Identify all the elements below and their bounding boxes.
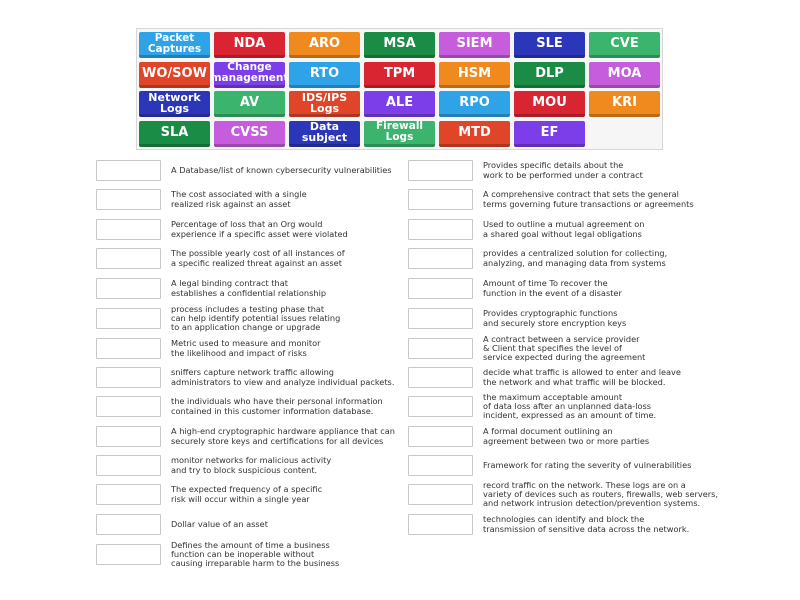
match-description: A formal document outlining an agreement between two or more parties — [483, 426, 650, 446]
drop-slot[interactable] — [96, 189, 161, 210]
answer-tile[interactable]: WO/SOW — [139, 62, 210, 88]
drop-slot[interactable] — [408, 338, 473, 359]
drop-slot[interactable] — [408, 278, 473, 299]
answer-tile[interactable]: IDS/IPS Logs — [289, 91, 360, 117]
drop-slot[interactable] — [408, 219, 473, 240]
match-description: technologies can identify and block the transmission of sensitive data across the network. — [483, 514, 690, 534]
drop-slot[interactable] — [96, 396, 161, 417]
answer-tile[interactable]: Firewall Logs — [364, 121, 435, 147]
answer-tile[interactable]: Data subject — [289, 121, 360, 147]
match-description: Amount of time To recover the function in the event of a disaster — [483, 278, 622, 298]
answer-tile[interactable]: ARO — [289, 32, 360, 58]
drop-slot[interactable] — [408, 514, 473, 535]
answer-tile[interactable]: SLE — [514, 32, 585, 58]
drop-slot[interactable] — [96, 308, 161, 329]
match-description: A legal binding contract that establishes a confidential relationship — [171, 278, 327, 298]
answer-tile[interactable]: DLP — [514, 62, 585, 88]
match-description: Dollar value of an asset — [171, 518, 268, 529]
drop-slot[interactable] — [408, 367, 473, 388]
answer-tile[interactable]: NDA — [214, 32, 285, 58]
drop-slot[interactable] — [96, 248, 161, 269]
match-description: sniffers capture network traffic allowing administrators to view and analyze individual packets. — [171, 367, 395, 387]
match-description: A high-end cryptographic hardware appliance that can securely store keys and certifications for all devices — [171, 426, 395, 446]
drop-slot[interactable] — [408, 455, 473, 476]
match-description: Used to outline a mutual agreement on a shared goal without legal obligations — [483, 219, 645, 239]
answer-tile[interactable]: EF — [514, 121, 585, 147]
answer-tile[interactable]: Change management — [214, 62, 285, 88]
match-description: the maximum acceptable amount of data loss after an unplanned data-loss incident, expressed as an amount of time. — [483, 391, 657, 421]
drop-slot[interactable] — [408, 160, 473, 181]
match-description: Framework for rating the severity of vulnerabilities — [483, 459, 692, 470]
match-description: Percentage of loss that an Org would experience if a specific asset were violated — [171, 219, 348, 239]
drop-slot[interactable] — [96, 514, 161, 535]
match-description: The expected frequency of a specific risk will occur within a single year — [171, 484, 323, 504]
match-description: the individuals who have their personal information contained in this customer information database. — [171, 396, 383, 416]
match-description: decide what traffic is allowed to enter and leave the network and what traffic will be blocked. — [483, 367, 681, 387]
answer-tile[interactable]: TPM — [364, 62, 435, 88]
answer-tile[interactable]: Network Logs — [139, 91, 210, 117]
answer-tile[interactable]: MOU — [514, 91, 585, 117]
match-description: The cost associated with a single realized risk against an asset — [171, 189, 307, 209]
answer-tile[interactable]: ALE — [364, 91, 435, 117]
answer-tile[interactable]: KRI — [589, 91, 660, 117]
drop-slot[interactable] — [96, 278, 161, 299]
answer-tile[interactable]: HSM — [439, 62, 510, 88]
drop-slot[interactable] — [96, 338, 161, 359]
match-description: record traffic on the network. These logs are on a variety of devices such as routers, firewalls, web servers, and network intrusion detection/prevention systems. — [483, 479, 718, 509]
answer-tile[interactable]: RPO — [439, 91, 510, 117]
answer-tile[interactable]: CVE — [589, 32, 660, 58]
match-description: The possible yearly cost of all instances of a specific realized threat against an asset — [171, 248, 345, 268]
answer-bank — [136, 28, 663, 150]
match-description: Defines the amount of time a business function can be inoperable without causing irreparable harm to the business — [171, 539, 340, 569]
drop-slot[interactable] — [408, 484, 473, 505]
answer-tile[interactable]: MSA — [364, 32, 435, 58]
drop-slot[interactable] — [96, 426, 161, 447]
match-description: A contract between a service provider & Client that specifies the level of service expected during the agreement — [483, 333, 646, 363]
match-description: Provides specific details about the work to be performed under a contract — [483, 160, 643, 180]
drop-slot[interactable] — [408, 426, 473, 447]
match-description: process includes a testing phase that can help identify potential issues relating to an application change or upgrade — [171, 303, 341, 333]
match-description: A Database/list of known cybersecurity vulnerabilities — [171, 164, 392, 175]
answer-tile[interactable]: SIEM — [439, 32, 510, 58]
match-description: A comprehensive contract that sets the general terms governing future transactions or agreements — [483, 189, 694, 209]
drop-slot[interactable] — [408, 189, 473, 210]
drop-slot[interactable] — [408, 248, 473, 269]
drop-slot[interactable] — [96, 455, 161, 476]
answer-tile[interactable]: MTD — [439, 121, 510, 147]
drop-slot[interactable] — [96, 367, 161, 388]
drop-slot[interactable] — [96, 544, 161, 565]
match-description: monitor networks for malicious activity and try to block suspicious content. — [171, 455, 332, 475]
answer-tile[interactable]: Packet Captures — [139, 32, 210, 58]
drop-slot[interactable] — [96, 484, 161, 505]
match-description: provides a centralized solution for collecting, analyzing, and managing data from systems — [483, 248, 668, 268]
answer-tile[interactable]: CVSS — [214, 121, 285, 147]
answer-tile[interactable]: SLA — [139, 121, 210, 147]
answer-tile[interactable]: RTO — [289, 62, 360, 88]
answer-tile[interactable]: AV — [214, 91, 285, 117]
drop-slot[interactable] — [96, 219, 161, 240]
answer-tile[interactable]: MOA — [589, 62, 660, 88]
drop-slot[interactable] — [408, 396, 473, 417]
match-description: Metric used to measure and monitor the likelihood and impact of risks — [171, 338, 321, 358]
drop-slot[interactable] — [408, 308, 473, 329]
match-description: Provides cryptographic functions and securely store encryption keys — [483, 308, 627, 328]
drop-slot[interactable] — [96, 160, 161, 181]
